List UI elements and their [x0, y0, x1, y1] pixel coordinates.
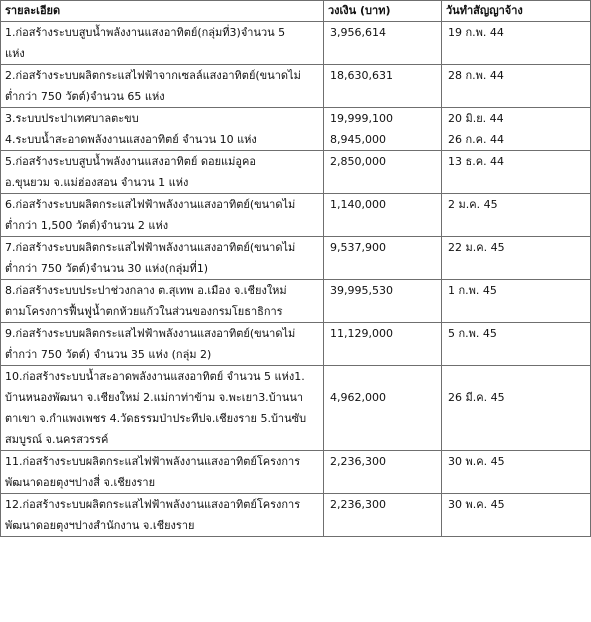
table-body [1, 22, 591, 537]
cell-detail [1, 108, 324, 151]
amount-value: 1,140,000 [330, 198, 386, 211]
date-value: 20 มิ.ย. 44 [448, 112, 504, 125]
amount-value: 3,956,614 [330, 26, 386, 39]
table-row [1, 323, 591, 366]
cell-detail [1, 237, 324, 280]
detail-line: 12.ก่อสร้างระบบผลิตกระแสไฟฟ้าพลังงานแสงอาทิตย์โครงการ [5, 498, 301, 511]
cell-amount [324, 451, 442, 494]
detail-line: ต่ำกว่า 750 วัตต์) จำนวน 35 แห่ง (กลุ่ม 2) [5, 348, 212, 361]
detail-line: 10.ก่อสร้างระบบน้ำสะอาดพลังงานแสงอาทิตย์ จำนวน 5 แห่ง1. [5, 370, 305, 383]
cell-amount [324, 108, 442, 151]
cell-amount [324, 494, 442, 537]
date-value: 2 ม.ค. 45 [448, 198, 498, 211]
detail-line: ตามโครงการฟื้นฟูน้ำตกห้วยแก้วในส่วนของกรมโยธาธิการ [5, 305, 283, 318]
table-row [1, 108, 591, 151]
detail-line: 4.ระบบน้ำสะอาดพลังงานแสงอาทิตย์ จำนวน 10 แห่ง [5, 133, 257, 146]
cell-amount [324, 151, 442, 194]
cell-detail [1, 22, 324, 65]
detail-line: ต่ำกว่า 750 วัตต์)จำนวน 65 แห่ง [5, 90, 165, 103]
detail-line: 8.ก่อสร้างระบบประปาช่วงกลาง ต.สุเทพ อ.เมือง จ.เชียงใหม่ [5, 284, 287, 297]
cell-detail [1, 280, 324, 323]
cell-detail [1, 366, 324, 451]
spacer [448, 366, 586, 387]
amount-value: 2,236,300 [330, 455, 386, 468]
detail-line: 2.ก่อสร้างระบบผลิตกระแสไฟฟ้าจากเซลล์แสงอาทิตย์(ขนาดไม่ [5, 69, 301, 82]
cell-detail [1, 65, 324, 108]
detail-line: พัฒนาดอยตุงฯปางสำนักงาน จ.เชียงราย [5, 519, 195, 532]
detail-line: 11.ก่อสร้างระบบผลิตกระแสไฟฟ้าพลังงานแสงอาทิตย์โครงการ [5, 455, 301, 468]
cell-contract-date [442, 108, 591, 151]
amount-value: 2,850,000 [330, 155, 386, 168]
cell-detail [1, 194, 324, 237]
cell-contract-date [442, 494, 591, 537]
detail-line: ต่ำกว่า 1,500 วัตต์)จำนวน 2 แห่ง [5, 219, 169, 232]
table-row [1, 22, 591, 65]
detail-line: อ.ขุนยวม จ.แม่ฮ่องสอน จำนวน 1 แห่ง [5, 176, 189, 189]
date-value: 1 ก.พ. 45 [448, 284, 497, 297]
cell-detail [1, 494, 324, 537]
amount-value: 2,236,300 [330, 498, 386, 511]
cell-contract-date [442, 366, 591, 451]
detail-line: สมบูรณ์ จ.นครสวรรค์ [5, 433, 109, 446]
date-value: 22 ม.ค. 45 [448, 241, 505, 254]
cell-detail [1, 323, 324, 366]
detail-line: 9.ก่อสร้างระบบผลิตกระแสไฟฟ้าพลังงานแสงอาทิตย์(ขนาดไม่ [5, 327, 296, 340]
header-detail: รายละเอียด [1, 1, 324, 22]
cell-amount [324, 237, 442, 280]
amount-value: 11,129,000 [330, 327, 393, 340]
detail-line: ตาเขา จ.กำแพงเพชร 4.วัดธรรมป่าประทีปจ.เชียงราย 5.บ้านซับ [5, 412, 307, 425]
cell-contract-date [442, 280, 591, 323]
date-value: 26 มี.ค. 45 [448, 391, 505, 404]
cell-contract-date [442, 194, 591, 237]
table-row [1, 451, 591, 494]
date-value: 30 พ.ค. 45 [448, 455, 505, 468]
cell-amount [324, 194, 442, 237]
cell-amount [324, 323, 442, 366]
date-value: 19 ก.พ. 44 [448, 26, 504, 39]
amount-value: 4,962,000 [330, 391, 386, 404]
cell-detail [1, 151, 324, 194]
detail-line: 5.ก่อสร้างระบบสูบน้ำพลังงานแสงอาทิตย์ ดอยแม่อูคอ [5, 155, 256, 168]
table-row [1, 194, 591, 237]
date-value: 28 ก.พ. 44 [448, 69, 504, 82]
cell-contract-date [442, 323, 591, 366]
cell-contract-date [442, 237, 591, 280]
date-value: 30 พ.ค. 45 [448, 498, 505, 511]
detail-line: พัฒนาดอยตุงฯปางสี่ จ.เชียงราย [5, 476, 156, 489]
table-row [1, 151, 591, 194]
cell-contract-date [442, 151, 591, 194]
amount-value: 9,537,900 [330, 241, 386, 254]
detail-line: ต่ำกว่า 750 วัตต์)จำนวน 30 แห่ง(กลุ่มที่1) [5, 262, 209, 275]
detail-line: 3.ระบบประปาเทศบาลตะขบ [5, 112, 139, 125]
detail-line: 6.ก่อสร้างระบบผลิตกระแสไฟฟ้าพลังงานแสงอาทิตย์(ขนาดไม่ [5, 198, 296, 211]
spacer [330, 366, 437, 387]
header-contract-date: วันทำสัญญาจ้าง [442, 1, 591, 22]
cell-amount [324, 366, 442, 451]
cell-amount [324, 22, 442, 65]
cell-detail [1, 451, 324, 494]
date-value: 13 ธ.ค. 44 [448, 155, 505, 168]
header-amount: วงเงิน (บาท) [324, 1, 442, 22]
cell-contract-date [442, 65, 591, 108]
detail-line: บ้านหนองพัฒนา จ.เชียงใหม่ 2.แม่กาท่าข้าม จ.พะเยา3.บ้านนา [5, 391, 304, 404]
table-header-row [1, 1, 591, 22]
cell-contract-date [442, 451, 591, 494]
table-row [1, 280, 591, 323]
amount-value: 19,999,100 [330, 112, 393, 125]
amount-value: 8,945,000 [330, 133, 386, 146]
cell-amount [324, 65, 442, 108]
detail-line: 7.ก่อสร้างระบบผลิตกระแสไฟฟ้าพลังงานแสงอาทิตย์(ขนาดไม่ [5, 241, 296, 254]
table-row [1, 237, 591, 280]
table-row [1, 65, 591, 108]
date-value: 26 ก.ค. 44 [448, 133, 504, 146]
amount-value: 18,630,631 [330, 69, 393, 82]
table-row [1, 366, 591, 451]
cell-contract-date [442, 22, 591, 65]
date-value: 5 ก.พ. 45 [448, 327, 497, 340]
table-row [1, 494, 591, 537]
detail-line: 1.ก่อสร้างระบบสูบน้ำพลังงานแสงอาทิตย์(กลุ่มที่3)จำนวน 5 [5, 26, 286, 39]
amount-value: 39,995,530 [330, 284, 393, 297]
cell-amount [324, 280, 442, 323]
detail-line: แห่ง [5, 47, 25, 60]
